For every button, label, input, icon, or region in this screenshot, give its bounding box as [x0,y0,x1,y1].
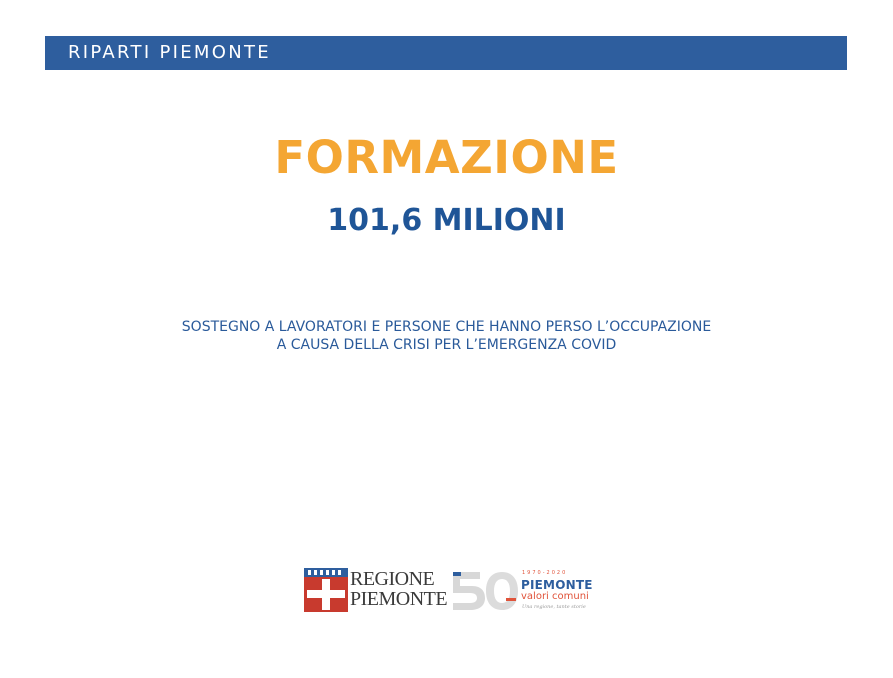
anniversary-years: 1970-2020 [522,570,568,576]
funding-amount: 101,6 MILIONI [327,203,566,238]
fifty-number-icon [450,568,520,612]
anniversary-name: PIEMONTE [521,578,593,592]
footer-logos [304,568,594,612]
header-title: RIPARTI PIEMONTE [68,42,271,63]
regione-emblem-icon [304,568,348,612]
regione-piemonte-logo [304,568,448,612]
regione-logo-text [350,569,447,609]
anniversary-logo [450,568,594,612]
anniversary-subtitle: valori comuni [521,591,589,602]
regione-logo-line1: REGIONE [350,568,435,590]
anniversary-tagline: Una regione, tante storie [522,604,586,610]
description-line-2: A CAUSA DELLA CRISI PER L’EMERGENZA COVID [276,337,617,353]
page-title: FORMAZIONE [274,131,619,184]
regione-logo-line2: PIEMONTE [350,588,448,610]
description [0,318,893,354]
header-bar [45,36,847,70]
description-line-1: SOSTEGNO A LAVORATORI E PERSONE CHE HANNO PERSO L’OCCUPAZIONE [181,319,712,335]
